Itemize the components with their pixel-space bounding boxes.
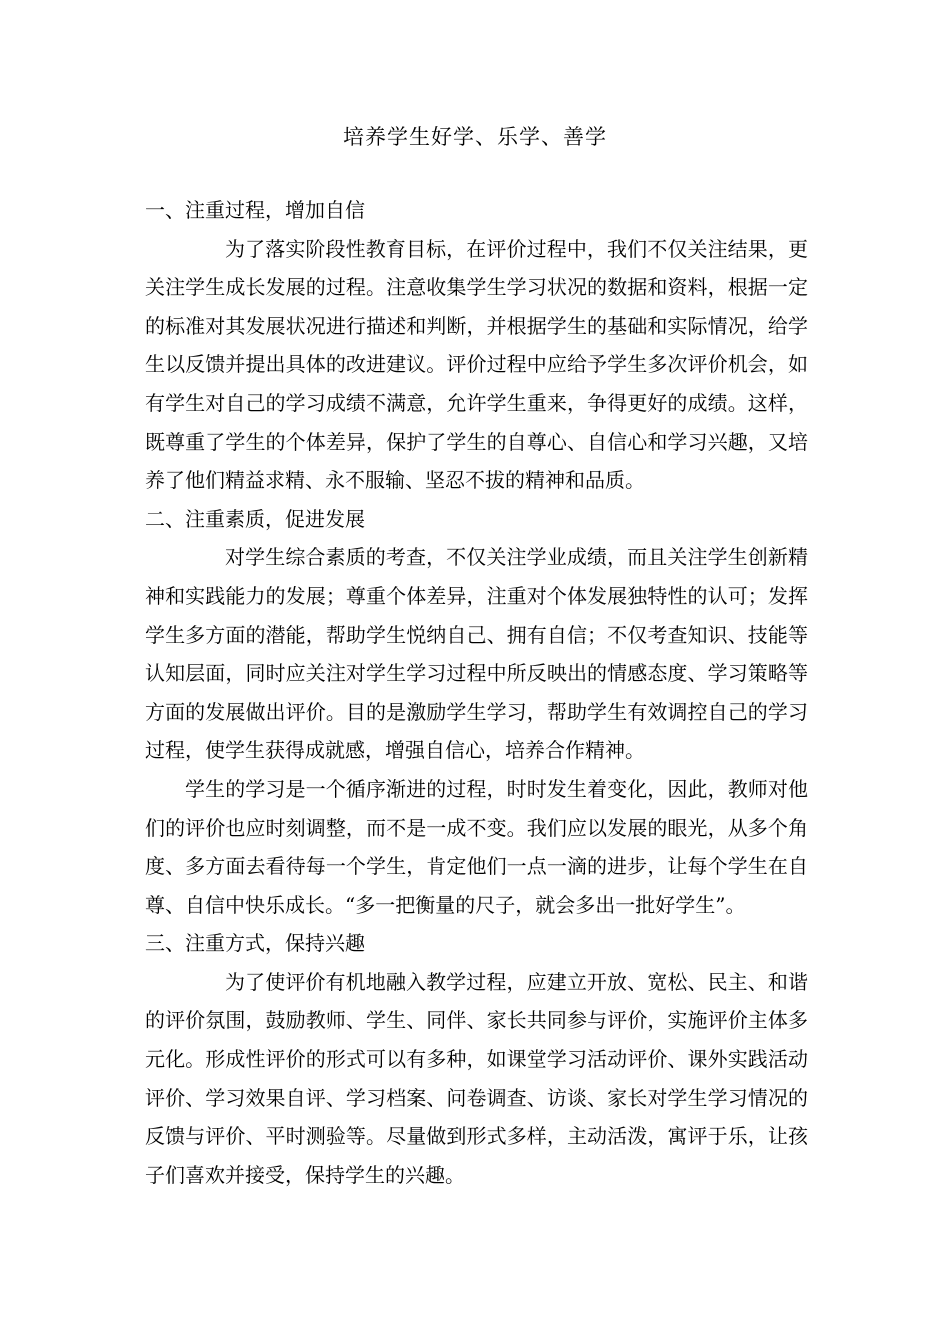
section-1: [145, 191, 808, 500]
body-paragraph: 为了使评价有机地融入教学过程，应建立开放、宽松、民主、和谐的评价氛围，鼓励教师、学生、同伴、家长共同参与评价，实施评价主体多元化。形成性评价的形式可以有多种，如课堂学习活动评价、课外实践活动评价、学习效果自评、学习档案、问卷调查、访谈、家长对学生学习情况的反馈与评价、平时测验等。尽量做到形式多样，主动活泼，寓评于乐，让孩子们喜欢并接受，保持学生的兴趣。: [145, 969, 808, 1187]
body-paragraph: 为了落实阶段性教育目标，在评价过程中，我们不仅关注结果，更关注学生成长发展的过程。注意收集学生学习状况的数据和资料，根据一定的标准对其发展状况进行描述和判断，并根据学生的基础和实际情况，给学生以反馈并提出具体的改进建议。评价过程中应给予学生多次评价机会，如有学生对自己的学习成绩不满意，允许学生重来，争得更好的成绩。这样，既尊重了学生的个体差异，保护了学生的自尊心、自信心和学习兴趣，又培养了他们精益求精、永不服输、坚忍不拔的精神和品质。: [145, 236, 808, 493]
body-paragraph: 学生的学习是一个循序渐进的过程，时时发生着变化，因此，教师对他们的评价也应时刻调整，而不是一成不变。我们应以发展的眼光，从多个角度、多方面去看待每一个学生，肯定他们一点一滴的进步，让每个学生在自尊、自信中快乐成长。“多一把衡量的尺子，就会多出一批好学生”。: [145, 776, 808, 917]
section-heading: 二、注重素质，促进发展: [145, 506, 365, 531]
section-2: [145, 500, 808, 925]
section-heading: 一、注重过程，增加自信: [145, 198, 365, 222]
section-3: [145, 924, 808, 1194]
document-title: 培养学生好学、乐学、善学: [343, 125, 607, 149]
body-paragraph: 对学生综合素质的考查，不仅关注学业成绩，而且关注学生创新精神和实践能力的发展；尊重个体差异，注重对个体发展独特性的认可；发挥学生多方面的潜能，帮助学生悦纳自己、拥有自信；不仅考查知识、技能等认知层面，同时应关注对学生学习过程中所反映出的情感态度、学习策略等方面的发展做出评价。目的是激励学生学习，帮助学生有效调控自己的学习过程，使学生获得成就感，增强自信心，培养合作精神。: [145, 545, 808, 763]
section-heading: 三、注重方式，保持兴趣: [145, 931, 365, 956]
document-body: [145, 191, 808, 1194]
